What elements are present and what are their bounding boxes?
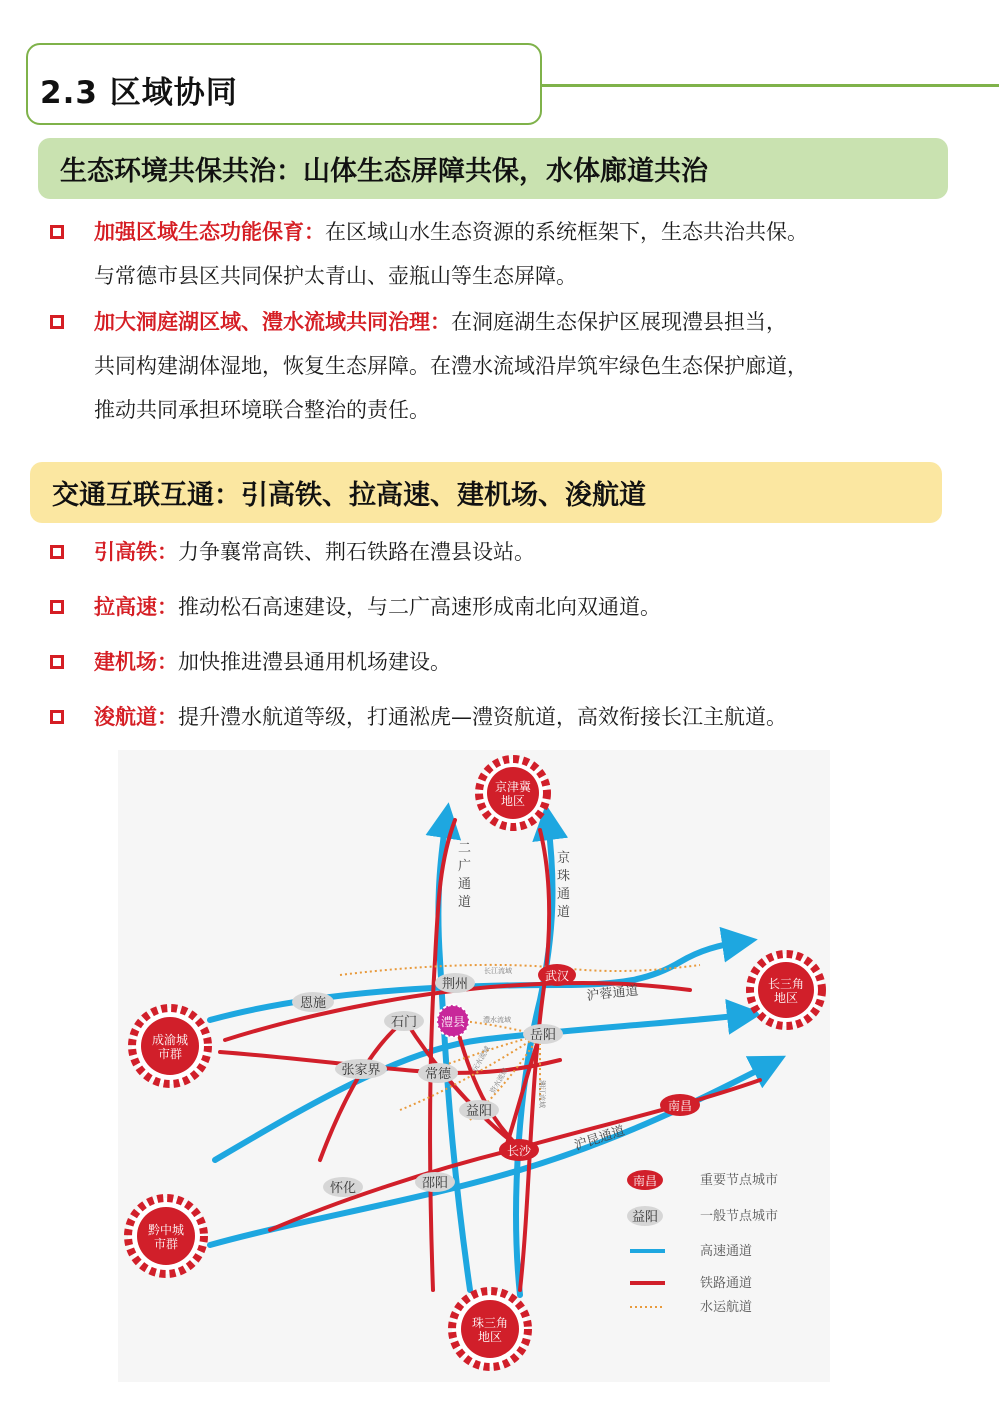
svg-text:广: 广	[458, 859, 472, 874]
traffic-item-1-head: 引高铁：	[94, 540, 178, 564]
svg-text:南昌: 南昌	[667, 1099, 693, 1113]
city-jingzhou	[435, 973, 475, 993]
svg-text:通: 通	[557, 887, 571, 902]
eco-banner: 生态环境共保共治：山体生态屏障共保，水体廊道共治	[38, 138, 948, 199]
bullet-square-icon	[50, 315, 64, 329]
eco-item-2-line3: 推动共同承担环境联合整治的责任。	[94, 398, 430, 422]
svg-text:重要节点城市: 重要节点城市	[700, 1173, 779, 1188]
svg-text:水运航道: 水运航道	[700, 1300, 753, 1315]
traffic-item-1-text: 力争襄常高铁、荆石铁路在澧县设站。	[178, 540, 535, 564]
bullet-square-icon	[50, 710, 64, 724]
city-shimen	[384, 1011, 424, 1031]
svg-text:京: 京	[557, 851, 571, 866]
waterway-lishui-label: 澧水流域	[483, 1016, 511, 1024]
svg-text:恩施: 恩施	[299, 996, 327, 1011]
region-south	[452, 1291, 528, 1367]
waterway-xiangjiang-label: 湘江流域	[538, 1080, 546, 1108]
major-city-wuhan	[538, 964, 576, 986]
eco-item-2-line1: 在洞庭湖生态保护区展现澧县担当，	[451, 310, 787, 334]
traffic-banner: 交通互联互通：引高铁、拉高速、建机场、浚航道	[30, 462, 942, 523]
svg-text:珠三角: 珠三角	[471, 1316, 509, 1330]
legend-general-city	[627, 1206, 778, 1226]
waterway-changjiang-label: 长江流域	[484, 967, 512, 975]
major-city-nanchang	[660, 1094, 700, 1116]
svg-text:京津冀: 京津冀	[494, 780, 532, 794]
svg-text:荆州: 荆州	[441, 977, 469, 992]
traffic-item-4-head: 浚航道：	[94, 705, 178, 729]
eco-item-2-line2: 共同构建湖体湿地，恢复生态屏障。在澧水流域沿岸筑牢绿色生态保护廊道，	[94, 354, 808, 378]
svg-text:岳阳: 岳阳	[529, 1028, 557, 1043]
city-yiyang	[459, 1100, 499, 1120]
svg-text:二: 二	[458, 841, 472, 856]
traffic-item-2-text: 推动松石高速建设，与二广高速形成南北向双通道。	[178, 595, 661, 619]
svg-text:武汉: 武汉	[544, 969, 570, 983]
traffic-item-3-text: 加快推进澧县通用机场建设。	[178, 650, 451, 674]
city-zhangjiajie	[335, 1059, 387, 1079]
region-west	[132, 1008, 208, 1084]
svg-text:道: 道	[557, 905, 571, 920]
svg-text:市群: 市群	[157, 1047, 183, 1061]
svg-text:地区: 地区	[500, 794, 526, 808]
section-title-box	[26, 43, 542, 125]
city-yueyang	[523, 1024, 563, 1044]
section-title: 2.3 区域协同	[40, 75, 238, 111]
svg-text:黔中城: 黔中城	[147, 1223, 185, 1237]
svg-text:石门: 石门	[390, 1015, 418, 1030]
svg-text:高速通道: 高速通道	[700, 1244, 753, 1259]
city-changde	[418, 1063, 458, 1083]
regional-traffic-map-svg	[118, 750, 830, 1382]
svg-text:珠: 珠	[557, 869, 571, 884]
svg-text:通: 通	[458, 877, 472, 892]
svg-text:市群: 市群	[153, 1237, 179, 1251]
svg-text:一般节点城市: 一般节点城市	[700, 1209, 779, 1224]
eco-item-1-line1: 在区域山水生态资源的系统框架下，生态共治共保。	[325, 220, 808, 244]
city-enshi	[292, 992, 334, 1012]
svg-text:地区: 地区	[773, 991, 799, 1005]
bullet-square-icon	[50, 225, 64, 239]
svg-text:地区: 地区	[477, 1330, 503, 1344]
svg-text:成渝城: 成渝城	[151, 1033, 189, 1047]
city-huaihua	[323, 1177, 363, 1197]
traffic-item-3-head: 建机场：	[94, 650, 178, 674]
legend-major-city	[627, 1170, 778, 1190]
svg-text:铁路通道: 铁路通道	[700, 1276, 753, 1291]
svg-text:长三角: 长三角	[767, 977, 805, 991]
channel-hurong-label: 沪蓉通道	[585, 983, 640, 1004]
regional-traffic-map	[118, 750, 830, 1382]
eco-item-2-head: 加大洞庭湖区域、澧水流域共同治理：	[94, 310, 451, 334]
svg-text:长沙: 长沙	[506, 1144, 532, 1158]
svg-text:常德: 常德	[424, 1067, 452, 1082]
traffic-item-4-text: 提升澧水航道等级，打通淞虎—澧资航道，高效衔接长江主航道。	[178, 705, 787, 729]
svg-text:益阳: 益阳	[465, 1104, 493, 1119]
eco-item-1-head: 加强区域生态功能保育：	[94, 220, 325, 244]
svg-text:南昌: 南昌	[632, 1174, 658, 1188]
major-city-lixian	[437, 1005, 469, 1037]
major-city-changsha	[499, 1139, 539, 1161]
svg-text:澧县: 澧县	[440, 1015, 466, 1029]
waterway-zishui-label: 资水流域	[488, 1066, 510, 1095]
svg-text:益阳: 益阳	[631, 1210, 659, 1225]
svg-text:怀化: 怀化	[329, 1181, 357, 1196]
channel-hukun-label: 沪昆通道	[572, 1123, 627, 1154]
waterway-yuanshui-label: 沅水流域	[470, 1044, 492, 1073]
svg-text:邵阳: 邵阳	[421, 1176, 449, 1191]
eco-item-1-line2: 与常德市县区共同保护太青山、壶瓶山等生态屏障。	[94, 264, 577, 288]
bullet-square-icon	[50, 655, 64, 669]
region-north	[479, 759, 547, 827]
bullet-square-icon	[50, 545, 64, 559]
region-southwest	[128, 1198, 204, 1274]
svg-text:张家界: 张家界	[341, 1063, 381, 1078]
traffic-item-2-head: 拉高速：	[94, 595, 178, 619]
svg-text:道: 道	[458, 895, 472, 910]
title-divider	[542, 84, 999, 87]
bullet-square-icon	[50, 600, 64, 614]
city-shaoyang	[415, 1172, 455, 1192]
region-east	[750, 954, 822, 1026]
